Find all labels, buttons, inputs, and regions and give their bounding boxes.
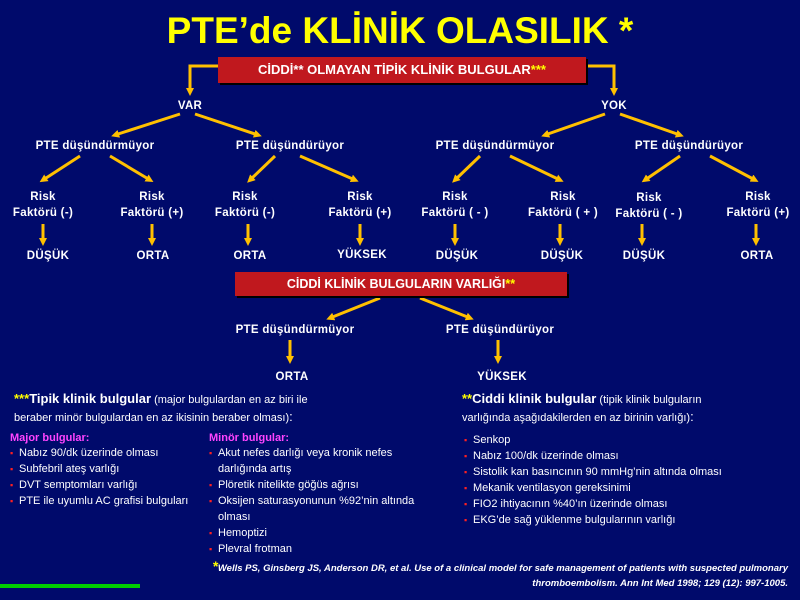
major-findings-list [10, 445, 190, 509]
level2-1: PTE düşündürmüyor [35, 140, 155, 152]
arrow-yok-right [620, 114, 680, 135]
level2-2: PTE düşündürüyor [235, 140, 345, 152]
risk-4: Risk Faktörü (+) [328, 191, 392, 219]
branch-var: VAR [177, 100, 203, 112]
risk-1: Risk Faktörü (-) [12, 191, 74, 219]
outcome-4: YÜKSEK [337, 249, 387, 261]
minor-findings-list [209, 445, 439, 557]
list-item: ▪ EKG’de sağ yüklenme bulgularının varlığı [464, 512, 800, 528]
list-item: ▪ FIO2 ihtiyacının %40’ın üzerinde olması [464, 496, 800, 512]
non-severe-findings-stars: *** [530, 62, 546, 77]
page-title: PTE’de KLİNİK OLASILIK * [166, 10, 634, 51]
severe-findings-column [464, 432, 800, 528]
list-item: ▪ Oksijen saturasyonunun %92’nin altında olması [209, 493, 428, 525]
arrow-var-right [195, 114, 258, 135]
list-item: ▪ PTE ile uyumlu AC grafisi bulguları [10, 493, 189, 509]
list-item: ▪ Mekanik ventilasyon gereksinimi [464, 480, 800, 496]
citation-line2: thromboembolism. Ann Int Med 1998; 129 (12): 997-1005. [532, 578, 788, 589]
arrow-l2-1a [43, 156, 80, 180]
outcome-7: DÜŞÜK [622, 250, 666, 262]
outcome2-2: YÜKSEK [477, 371, 527, 383]
list-item: ▪ Sistolik kan basıncının 90 mmHg’nin altında olması [464, 464, 800, 480]
arrow-l2-4a [645, 156, 680, 180]
arrow-b2-right [420, 298, 470, 318]
citation [100, 559, 788, 591]
typical-findings-note [14, 391, 434, 424]
risk-3: Risk Faktörü (-) [214, 191, 276, 219]
severe-findings-list [464, 432, 800, 528]
risk-2: Risk Faktörü (+) [120, 191, 184, 219]
list-item: ▪ Akut nefes darlığı veya kronik nefes darlığında artış [209, 445, 443, 477]
typical-findings-paren2: beraber minör bulgulardan en az ikisinin beraber olması) [14, 412, 290, 424]
severe-findings-note-colon: : [690, 409, 694, 424]
arrow-l2-4b [710, 156, 755, 180]
arrow-l2-1b [110, 156, 150, 180]
branch-yok: YOK [601, 100, 627, 112]
citation-line1: Wells PS, Ginsberg JS, Anderson DR, et al. Use of a clinical model for safe management of patients with suspected pulmonary [217, 563, 788, 574]
list-item: ▪ Plöretik nitelikte göğüs ağrısı [209, 477, 439, 493]
severe-findings-stars: ** [505, 277, 516, 291]
severe-findings-box [235, 272, 567, 296]
arrow-to-var [190, 66, 218, 92]
outcome-5: DÜŞÜK [435, 250, 479, 262]
list-item: ▪ DVT semptomları varlığı [10, 477, 190, 493]
citation-star: * [212, 558, 218, 574]
risk-6: Risk Faktörü ( + ) [527, 191, 599, 219]
severe-findings-text: CİDDİ KLİNİK BULGULARIN VARLIĞI [286, 277, 506, 291]
severe-findings-note-paren2: varlığında aşağıdakilerden en az birinin varlığı) [462, 412, 691, 424]
arrow-l2-3b [510, 156, 560, 180]
non-severe-findings-text: CİDDİ** OLMAYAN TİPİK KLİNİK BULGULAR [258, 62, 531, 77]
typical-findings-colon: : [289, 409, 293, 424]
arrow-yok-left [545, 114, 605, 135]
arrow-l2-3a [455, 156, 480, 180]
typical-findings-stars: *** [14, 391, 30, 406]
arrow-var-left [115, 114, 180, 135]
outcome2-1: ORTA [275, 371, 309, 383]
outcome-2: ORTA [136, 250, 170, 262]
list-item: ▪ Nabız 100/dk üzerinde olması [464, 448, 800, 464]
risk-5: Risk Faktörü ( - ) [421, 191, 489, 219]
severe-findings-note [462, 391, 798, 424]
list-item: ▪ Hemoptizi [209, 525, 439, 541]
arrow-l2-2b [300, 156, 355, 180]
level2b-2: PTE düşündürüyor [445, 324, 555, 336]
minor-findings-column [209, 432, 439, 557]
list-item: ▪ Senkop [464, 432, 800, 448]
outcome-3: ORTA [233, 250, 267, 262]
level2b-1: PTE düşündürmüyor [235, 324, 355, 336]
minor-findings-heading: Minör bulgular: [209, 432, 290, 444]
list-item: ▪ Subfebril ateş varlığı [10, 461, 190, 477]
severe-findings-note-title: Ciddi klinik bulgular [472, 391, 597, 406]
risk-8: Risk Faktörü (+) [726, 191, 790, 219]
arrow-l2-2a [250, 156, 275, 180]
outcome-6: DÜŞÜK [540, 250, 584, 262]
arrow-b2-left [330, 298, 380, 318]
level2-4: PTE düşündürüyor [634, 140, 744, 152]
severe-findings-note-stars: ** [462, 391, 473, 406]
level2-3: PTE düşündürmüyor [435, 140, 555, 152]
typical-findings-paren1: (major bulgulardan en az biri ile [151, 394, 308, 406]
major-findings-column [10, 432, 190, 509]
outcome-1: DÜŞÜK [26, 250, 70, 262]
arrow-to-yok [586, 66, 614, 92]
severe-findings-note-paren1: (tipik klinik bulguların [596, 394, 702, 406]
list-item: ▪ Plevral frotman [209, 541, 439, 557]
typical-findings-title: Tipik klinik bulgular [29, 391, 152, 406]
non-severe-findings-box [218, 57, 586, 83]
risk-7: Risk Faktörü ( - ) [615, 192, 683, 220]
major-findings-heading: Major bulgular: [10, 432, 90, 444]
footer-accent-bar [0, 584, 140, 588]
list-item: ▪ Nabız 90/dk üzerinde olması [10, 445, 159, 461]
outcome-8: ORTA [740, 250, 774, 262]
